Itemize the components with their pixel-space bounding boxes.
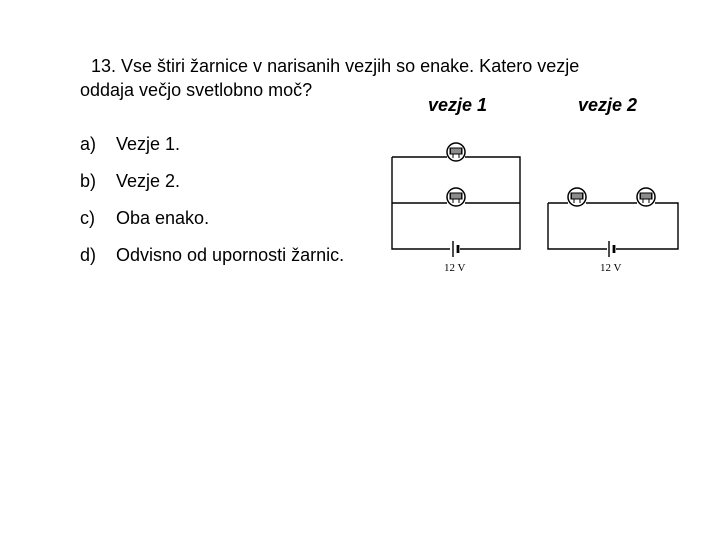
circuit-1-voltage: 12 V: [444, 262, 466, 274]
circuit-2-voltage: 12 V: [600, 262, 622, 274]
bulb-icon: [447, 188, 465, 206]
circuit-2-wires: [548, 203, 678, 249]
circuit-2-diagram: [548, 188, 678, 274]
answer-text: Vezje 1.: [116, 134, 181, 154]
answer-text: Oba enako.: [116, 208, 210, 228]
bulb-icon: [637, 188, 655, 206]
battery-icon: [609, 241, 614, 257]
answer-letter: b): [80, 171, 97, 191]
answer-letter: a): [80, 134, 97, 154]
circuit-1-label: vezje 1: [428, 95, 488, 115]
bulb-icon: [568, 188, 586, 206]
question-line-2: oddaja večjo svetlobno moč?: [80, 80, 313, 100]
circuit-1-diagram: [392, 143, 520, 274]
battery-icon: [453, 241, 458, 257]
answer-text: Vezje 2.: [116, 171, 181, 191]
question-line-1: 13. Vse štiri žarnice v narisanih vezjih so enake. Katero vezje: [91, 56, 580, 76]
circuit-2-label: vezje 2: [578, 95, 638, 115]
answer-text: Odvisno od upornosti žarnic.: [116, 245, 345, 265]
answer-letter: c): [80, 208, 95, 228]
answer-letter: d): [80, 245, 97, 265]
bulb-icon: [447, 143, 465, 161]
